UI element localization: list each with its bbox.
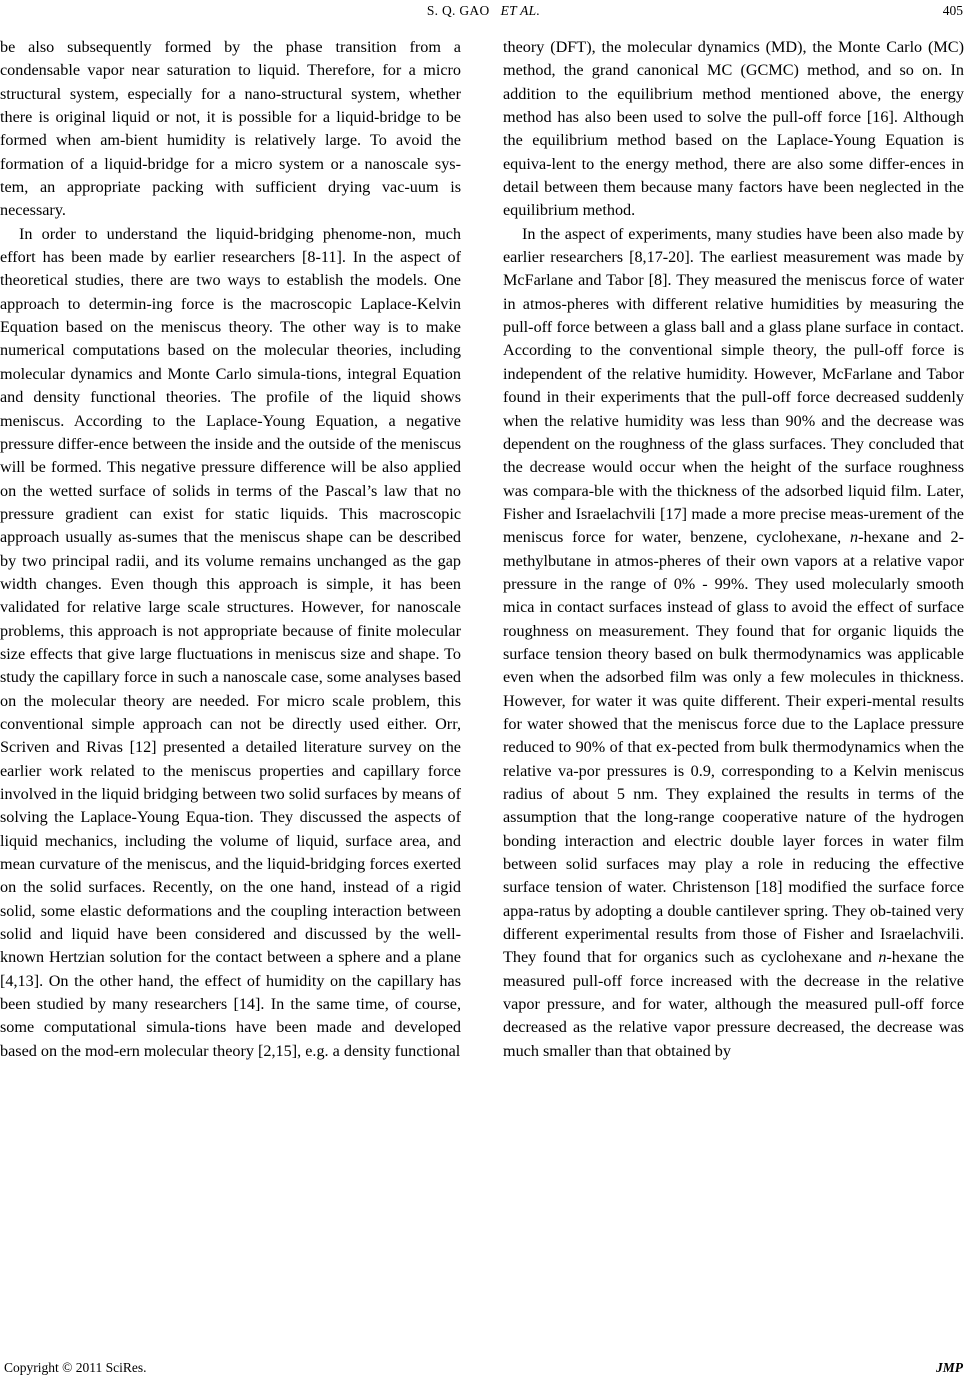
page-footer bbox=[0, 1360, 967, 1382]
italic-n: n bbox=[878, 948, 887, 967]
left-column bbox=[0, 36, 461, 1063]
journal-abbrev: JMP bbox=[936, 1360, 963, 1375]
italic-n: n bbox=[850, 528, 859, 547]
page-number: 405 bbox=[942, 3, 963, 18]
copyright-notice: Copyright © 2011 SciRes. bbox=[4, 1360, 147, 1375]
et-al: ET AL. bbox=[500, 3, 541, 18]
author-name: S. Q. GAO bbox=[426, 3, 490, 18]
running-head-author bbox=[0, 3, 967, 19]
text-segment: In the aspect of experiments, many studies have been also made by earlier researchers [8,17-20]. The earliest measurement was made by McFarlane and Tabor [8]. They measured the meniscus force of water in atmos-pheres with different relative humidities by measuring the pull-off force between a glass ball and a glass plane surface in contact. According to the conventional simple theory, the pull-off force is independent of the relative humidity. However, McFarlane and Tabor found in their experiments that the pull-off force decreased suddenly when the relative humidity was less than 90% and the decrease was dependent on the roughness of the glass surfaces. They concluded that the decrease would occur when the height of the surface roughness was compara-ble with the thickness of the adsorbed liquid film. Later, Fisher and Israelachvili [17] made a more precise meas-urement of the meniscus force for water, benzene, cyclohexane, bbox=[503, 224, 964, 547]
right-column bbox=[503, 36, 964, 1063]
text-segment: -hexane and 2-methylbutane in atmos-pheres of their own vapors at a relative vapor pressure in the range of 0% - 99%. They used molecularly smooth mica in contact surfaces instead of glass to avoid the effect of surface roughness on measurement. They found that for organic liquids the surface tension theory based on bulk thermodynamics was applicable even when the adsorbed film was only a few molecules in thickness. However, for water it was quite different. Their experi-mental results for water showed that the meniscus force due to the Laplace pressure reduced to 90% of that ex-pected from bulk thermodynamics when the relative va-por pressures is 0.9, corresponding to a Kelvin meniscus radius of about 5 nm. They explained the results in terms of the assumption that the long-range cooperative nature of the hydrogen bonding interaction and electric double layer forces in water film between solid surfaces may play a role in reducing the effective surface tension of water. Christenson [18] modified the surface force appa-ratus by adopting a double cantilever spring. They ob-tained very different experimental results from those of Fisher and Israelachvili. They found that for organics such as cyclohexane and bbox=[503, 528, 964, 967]
left-paragraph-2: In order to understand the liquid-bridging phenome-non, much effort has been made by earlier researchers [8-11]. In the aspect of theoretical studies, there are two ways to establish the models. One approach to determin-ing force is the macroscopic Laplace-Kelvin Equation based on the meniscus theory. The other way is to make numerical computations based on the molecular theories, including molecular dynamics and Monte Carlo simula-tions, integral Equation and density functional theories. The profile of the liquid shows meniscus. According to the Laplace-Young Equation, a negative pressure differ-ence between the inside and the outside of the meniscus will be formed. This negative pressure difference will be also applied on the wetted surface of solids in terms of the Pascal’s law that no pressure gradient can exist for static liquids. This macroscopic approach usually as-sumes that the meniscus shape can be described by two principal radii, and its volume remains unchanged as the gap width changes. Even though this approach is simple, it has been validated for relative large scale structures. However, for nanoscale problems, this approach is not appropriate because of finite molecular size effects that give large fluctuations in meniscus size and shape. To study the capillary force in such a nanoscale case, some analyses based on the molecular theory are needed. For micro scale problem, this conventional simple approach can not be directly used either. Orr, Scriven and Rivas [12] presented a detailed literature survey on the earlier work related to the meniscus properties and capillary force involved in the liquid bridging between two solid surfaces by means of solving the Laplace-Young Equa-tion. They discussed the aspects of liquid mechanics, including the volume of liquid, surface area, and mean curvature of the meniscus, and the liquid-bridging forces exerted on the solid surfaces. Recently, on the one hand, instead of a rigid solid, some elastic deformations and the coupling interaction between solid and liquid have been considered and discussed by the well-known Hertzian solution for the contact between a sphere and a plane [4,13]. On the other hand, the effect of humidity on the capillary has been studied by many researchers [14]. In the same time, of course, some computational simula-tions have been made and developed based on the mod-ern molecular theory [2,15], e.g. a density functional bbox=[0, 224, 461, 1060]
left-paragraph-1: be also subsequently formed by the phase transition from a condensable vapor near saturation to liquid. Therefore, for a micro structural system, especially for a nano-structural system, whether there is original liquid or not, it is possible for a liquid-bridge to be formed when am-bient humidity is relatively large. To avoid the formation of a liquid-bridge for a micro system or a nanoscale sys-tem, an appropriate packing with sufficient drying vac-uum is necessary. bbox=[0, 38, 461, 220]
right-paragraph-1: theory (DFT), the molecular dynamics (MD), the Monte Carlo (MC) method, the grand canonical MC (GCMC) method, and so on. In addition to the equilibrium method mentioned above, the energy method has also been used to solve the pull-off force [16]. Although the equilibrium method based on the Laplace-Young Equation is equiva-lent to the energy method, there are also some differ-ences in detail between them because many factors have been neglected in the equilibrium method. bbox=[503, 38, 964, 220]
right-paragraph-2 bbox=[503, 223, 964, 1063]
page-header bbox=[0, 0, 967, 26]
text-segment: -hexane the measured pull-off force increased with the decrease in the relative vapor pressure, and for water, although the measured pull-off force decreased as the relative vapor pressure decreased, the decrease was much smaller than that obtained by bbox=[503, 948, 964, 1060]
